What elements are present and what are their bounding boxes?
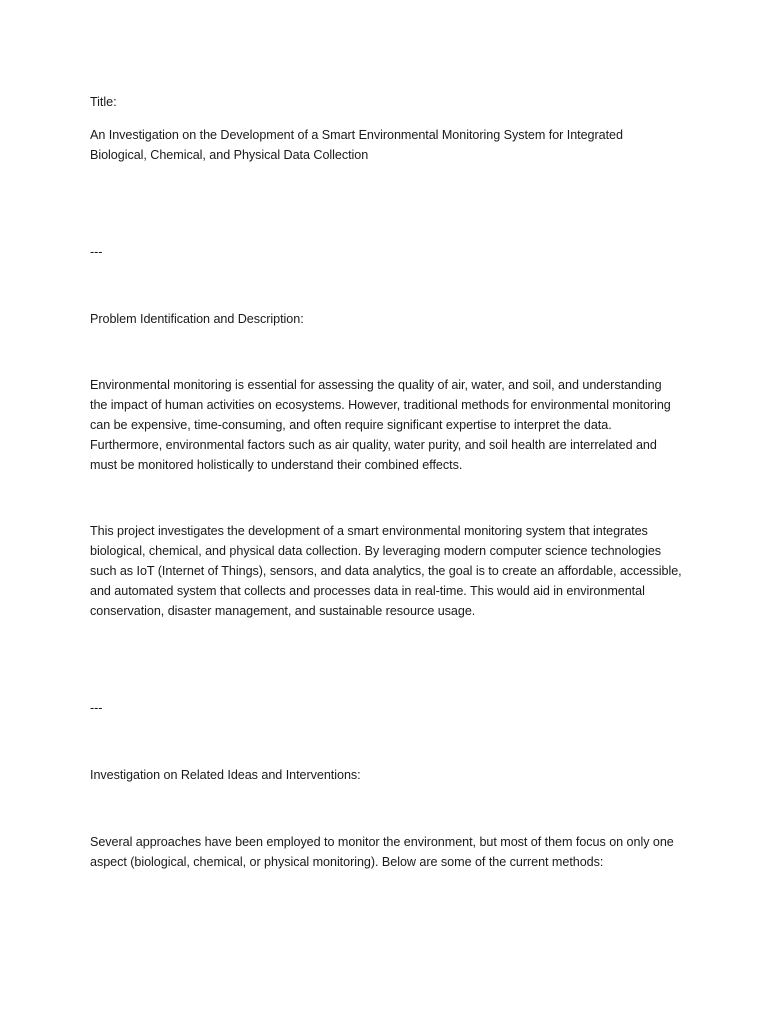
document-title: An Investigation on the Development of a Smart Environmental Monitoring System for Integrated Biological, Chemical, and Physical Data Collection <box>90 128 623 162</box>
problem-paragraph: Environmental monitoring is essential for assessing the quality of air, water, and soil, and understanding the impact of human activities on ecosystems. However, traditional methods for environmental monitoring can be expensive, time-consuming, and often require significant expertise to interpret the data. Furthermore, environmental factors such as air quality, water purity, and soil health are interrelated and must be monitored holistically to understand their combined effects. <box>90 378 671 472</box>
section-separator: --- <box>90 245 103 259</box>
section-separator: --- <box>90 701 103 715</box>
project-paragraph: This project investigates the development of a smart environmental monitoring system that integrates biological, chemical, and physical data collection. By leveraging modern computer science technologies such as IoT (Internet of Things), sensors, and data analytics, the goal is to create an affordable, accessible, and automated system that collects and processes data in real-time. This would aid in environmental conservation, disaster management, and sustainable resource usage. <box>90 524 682 618</box>
related-paragraph: Several approaches have been employed to monitor the environment, but most of them focus on only one aspect (biological, chemical, or physical monitoring). Below are some of the current methods: <box>90 835 674 869</box>
related-heading: Investigation on Related Ideas and Interventions: <box>90 768 361 782</box>
problem-heading: Problem Identification and Description: <box>90 312 304 326</box>
title-label: Title: <box>90 95 117 109</box>
